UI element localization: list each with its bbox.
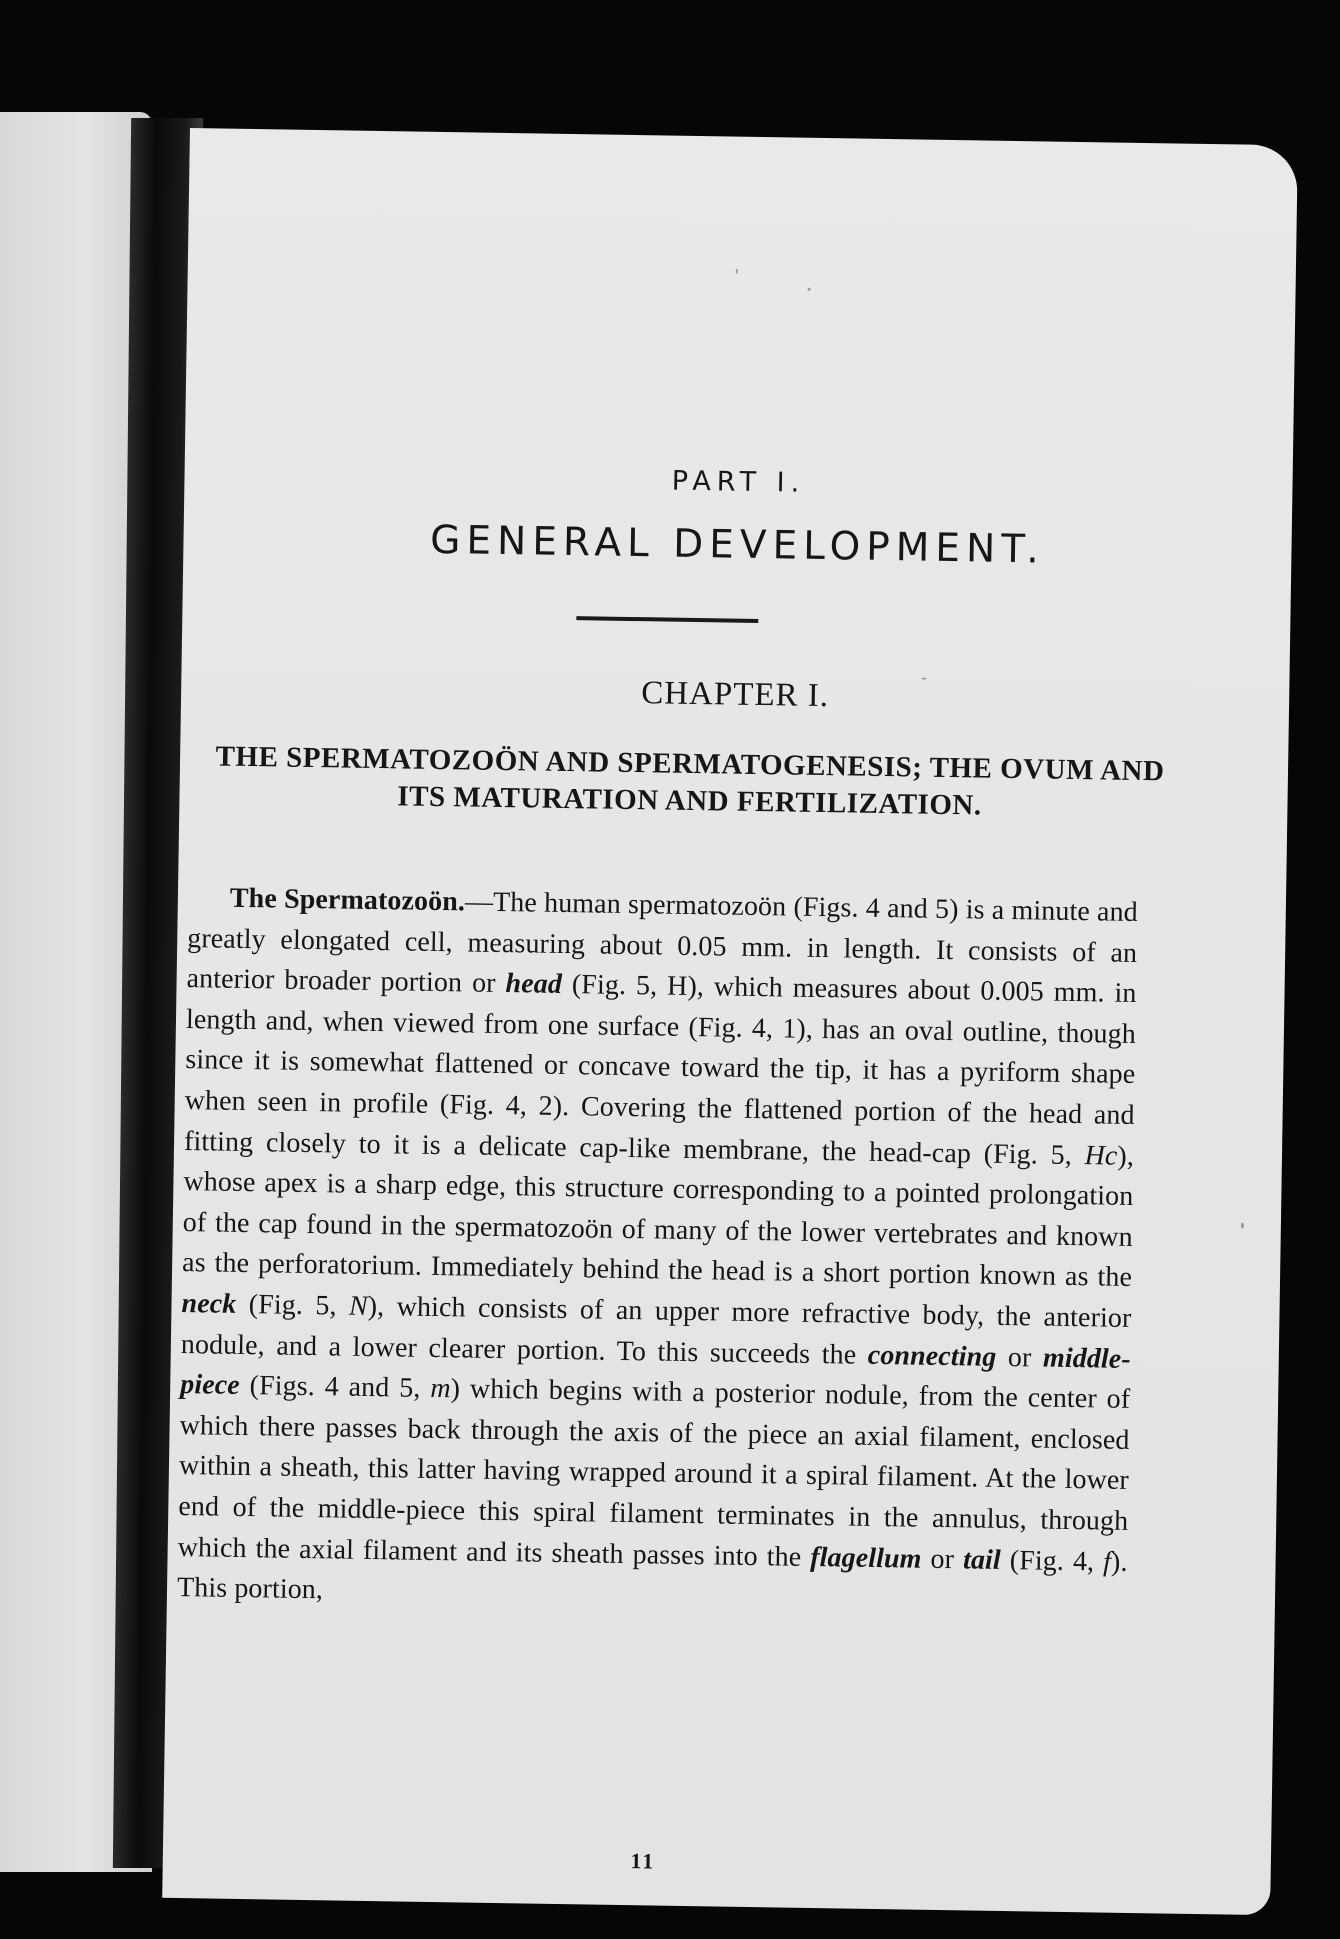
figure-label: N [348, 1290, 369, 1322]
chapter-title: THE SPERMATOZOÖN AND SPERMATOGENESIS; THE OVUM AND ITS MATURATION AND FERTILIZATION. [215, 740, 1165, 822]
paragraph-text [177, 886, 1138, 1605]
text-run: ) which begins with a posterior nodule, from the center of which there passes back through the axis of the piece an axial filament, enclosed within a sheath, this latter having wrapped around it a spiral filament. At the lower end of the middle-piece this spiral filament terminates in the annulus, through which the axial filament and its sheath passes into the [177, 1373, 1131, 1573]
section-divider-rule [576, 616, 758, 623]
emphasized-term-wrapper [963, 1544, 1001, 1576]
paper-speck [921, 678, 926, 680]
part-title: GENERAL DEVELOPMENT. [429, 517, 1046, 573]
emphasized-term: head [505, 968, 563, 1001]
text-run: or [921, 1543, 964, 1575]
text-run: (Fig. 5, [236, 1288, 350, 1322]
run-in-heading: The Spermatozoön. [229, 882, 466, 918]
emphasized-term-wrapper [810, 1541, 922, 1574]
text-run: —The human spermatozoön (Figs. 4 and 5) is a minute and greatly elongated cell, measuring about 0.05 mm. in length. It consists of an anterior broader portion or [186, 886, 1139, 1000]
paper-speck [808, 288, 811, 291]
emphasized-term-wrapper [505, 968, 562, 1000]
body-text [177, 878, 1138, 1624]
text-run: (Fig. 5, H), which measures about 0.005 mm. in length and, when viewed from one surface (Fig. 4, 1), has an oval outline, though since it is somewhat flattened or concave toward the tip, it has a pyriform shape when seen in profile (Fig. 4, 2). Covering the flattened portion of the head and fitting closely to it is a delicate cap-like membrane, the head-cap (Fig. 5, [183, 969, 1137, 1171]
emphasized-term: connecting [867, 1339, 997, 1373]
text-run: or [996, 1341, 1044, 1374]
body-paragraph [177, 878, 1138, 1624]
emphasized-term: neck [181, 1287, 237, 1320]
chapter-heading: CHAPTER I. [640, 675, 830, 715]
figure-label: Hc [1084, 1139, 1118, 1172]
part-label: PART I. [671, 465, 806, 499]
emphasized-term: flagellum [809, 1541, 922, 1575]
paper-speck [1241, 1223, 1244, 1229]
text-run: ). This portion, [176, 1546, 1128, 1606]
emphasized-term: middle-piece [180, 1342, 1132, 1402]
text-run: ), which consists of an upper more refractive body, the anterior nodule, and a lower clearer portion. To this succeeds the [180, 1290, 1132, 1371]
text-run: (Figs. 4 and 5, [239, 1370, 431, 1405]
figure-label: f [1102, 1546, 1112, 1578]
emphasized-term: tail [962, 1543, 1002, 1576]
book-page [162, 128, 1298, 1915]
page-content [162, 128, 1298, 1915]
figure-label: m [430, 1373, 451, 1405]
text-run: (Fig. 4, [1000, 1544, 1104, 1578]
emphasized-term-wrapper [868, 1339, 997, 1372]
page-number: 11 [630, 1848, 656, 1874]
text-run: ), whose apex is a sharp edge, this structure corresponding to a pointed prolongation of the cap found in the spermatozoön of many of the lower vertebrates and known as the perforatorium. Immediately behind the head is a short portion known as the [181, 1140, 1135, 1294]
emphasized-term-wrapper [181, 1288, 236, 1320]
paper-speck [736, 269, 738, 274]
